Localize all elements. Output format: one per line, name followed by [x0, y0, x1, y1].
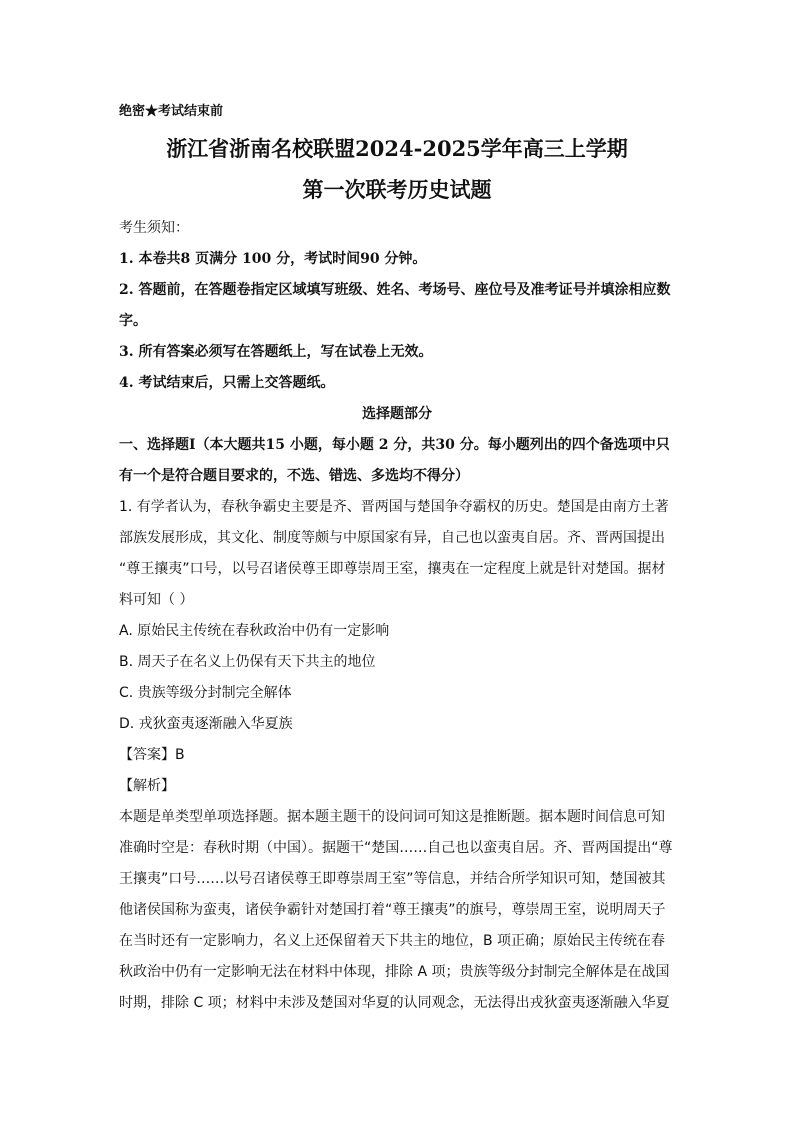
analysis-line: 本题是单类型单项选择题。据本题主题干的设问词可知这是推断题。据本题时间信息可知	[119, 809, 665, 825]
analysis-line: 准确时空是：春秋时期（中国）。据题干“楚国……自己也以蛮夷自居。齐、晋两国提出“尊	[119, 840, 673, 856]
exam-title-line2: 第一次联考历史试题	[302, 177, 492, 202]
analysis-line: 在当时还有一定影响力，名义上还保留着天下共主的地位，B 项正确；原始民主传统在春	[119, 933, 666, 949]
option-a: A. 原始民主传统在春秋政治中仍有一定影响	[119, 623, 390, 639]
section-title: 选择题部分	[362, 406, 432, 422]
confidential-mark: 绝密★考试结束前	[119, 104, 224, 119]
instruction-item: 2. 答题前，在答题卷指定区域填写班级、姓名、考场号、座位号及准考证号并填涂相应数	[119, 282, 671, 298]
instruction-item: 3. 所有答案必须写在答题纸上，写在试卷上无效。	[119, 344, 433, 360]
question-stem-line: 部族发展形成，其文化、制度等颇与中原国家有异，自己也以蛮夷自居。齐、晋两国提出	[119, 530, 665, 546]
question-stem-line: 料可知（ ）	[119, 592, 194, 608]
instruction-item: 字。	[119, 313, 147, 329]
instructions-heading: 考生须知：	[119, 220, 189, 236]
instruction-item: 4. 考试结束后，只需上交答题纸。	[119, 375, 335, 391]
question-stem-line: “尊王攘夷”口号，以号召诸侯尊王即尊崇周王室，攘夷在一定程度上就是针对楚国。据材	[119, 561, 666, 577]
instruction-item: 1. 本卷共8 页满分 100 分，考试时间90 分钟。	[119, 251, 427, 267]
analysis-line: 他诸侯国称为蛮夷，诸侯争霸针对楚国打着“尊王攘夷”的旗号，尊崇周王室，说明周天子	[119, 902, 666, 918]
option-b: B. 周天子在名义上仍保有天下共主的地位	[119, 654, 376, 670]
answer-label: 【答案】B	[119, 747, 185, 763]
analysis-line: 秋政治中仍有一定影响无法在材料中体现，排除 A 项；贵族等级分封制完全解体是在战国	[119, 964, 670, 980]
option-d: D. 戎狄蛮夷逐渐融入华夏族	[119, 716, 293, 732]
analysis-line: 王攘夷”口号……以号召诸侯尊王即尊崇周王室”等信息，并结合所学知识可知，楚国被其	[119, 871, 666, 887]
option-c: C. 贵族等级分封制完全解体	[119, 685, 292, 701]
exam-title-line1: 浙江省浙南名校联盟2024-2025学年高三上学期	[166, 136, 628, 161]
analysis-label: 【解析】	[119, 778, 175, 794]
part-heading-line2: 有一个是符合题目要求的，不选、错选、多选均不得分）	[119, 468, 469, 484]
part-heading-line1: 一、选择题Ⅰ（本大题共15 小题，每小题 2 分，共30 分。每小题列出的四个备选项中只	[119, 437, 670, 453]
question-stem-line: 1. 有学者认为，春秋争霸史主要是齐、晋两国与楚国争夺霸权的历史。楚国是由南方土著	[119, 499, 669, 515]
analysis-line: 时期，排除 C 项；材料中未涉及楚国对华夏的认同观念，无法得出戎狄蛮夷逐渐融入华夏	[119, 995, 670, 1011]
